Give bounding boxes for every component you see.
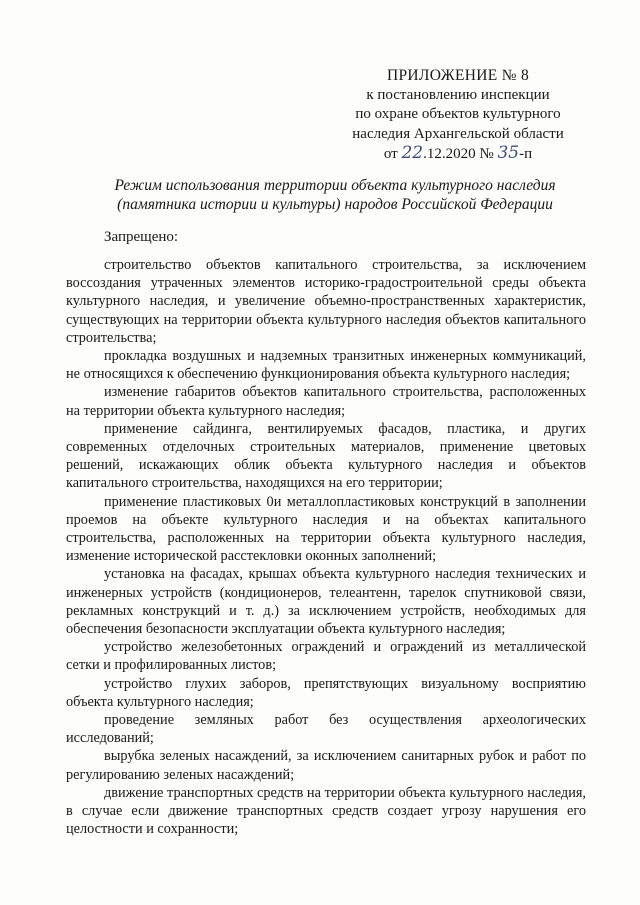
prohibition-item: движение транспортных средств на территории объекта культурного наследия, в случае если движение транспортных средств создает угрозу нарушения его целостности и сохранности; <box>66 784 586 838</box>
prohibition-item: применение сайдинга, вентилируемых фасадов, пластика, и других современных отделочных строительных материалов, применение цветовых решений, искажающих облик объекта культурного наследия и объектов капитального строительства, находящихся на его территории; <box>66 420 586 492</box>
appendix-header <box>328 66 588 165</box>
handwritten-order-number: 35 <box>497 143 520 163</box>
date-prefix: от <box>383 146 398 162</box>
prohibition-item: изменение габаритов объектов капитального строительства, расположенных на территории объекта культурного наследия; <box>66 384 586 419</box>
prohibition-item: вырубка зеленых насаждений, за исключением санитарных рубок и работ по регулированию зеленых насаждений; <box>66 748 586 783</box>
document-title <box>70 176 600 214</box>
date-rest: .12.2020 № <box>423 146 494 162</box>
document-title-line-1: Режим использования территории объекта культурного наследия <box>114 177 556 194</box>
prohibition-item: установка на фасадах, крышах объекта культурного наследия технических и инженерных устройств (кондиционеров, телеантенн, тарелок спутниковой связи, рекламных конструкций и т. д.) за исключением устройств, необходимых для обеспечения безопасности эксплуатации объекта культурного наследия; <box>66 566 586 638</box>
document-title-line-2: (памятника истории и культуры) народов Российской Федерации <box>117 196 553 213</box>
handwritten-date-day: 22 <box>401 143 424 163</box>
prohibition-item: устройство железобетонных ограждений и ограждений из металлической сетки и профилированных листов; <box>66 639 586 674</box>
appendix-line-2: по охране объектов культурного <box>355 106 561 122</box>
prohibition-item: строительство объектов капитального строительства, за исключением воссоздания утраченных элементов историко-градостроительной среды объекта культурного наследия, и увеличение объемно-пространственных характеристик, существующих на территории объекта культурного наследия объектов капитального строительства; <box>66 257 586 346</box>
prohibition-item: проведение земляных работ без осуществления археологических исследований; <box>66 712 586 747</box>
prohibition-item: устройство глухих заборов, препятствующих визуальному восприятию объекта культурного наследия; <box>66 675 586 710</box>
prohibition-item: применение пластиковых 0и металлопластиковых конструкций в заполнении проемов на объекте культурного наследия и на объектах капитального строительства, расположенных на территории объекта культурного наследия, изменение исторической расстекловки оконных заполнений; <box>66 493 586 565</box>
appendix-line-3: наследия Архангельской области <box>352 125 564 142</box>
prohibition-item: прокладка воздушных и надземных транзитных инженерных коммуникаций, не относящихся к обеспечению функционирования объекта культурного наследия; <box>66 348 586 383</box>
order-number-suffix: -п <box>519 146 533 162</box>
prohibited-lead: Запрещено: <box>104 229 179 245</box>
appendix-date-line <box>384 144 532 165</box>
appendix-line-1: к постановлению инспекции <box>366 86 550 103</box>
prohibitions-list <box>66 256 586 839</box>
appendix-title: ПРИЛОЖЕНИЕ № 8 <box>386 67 530 84</box>
